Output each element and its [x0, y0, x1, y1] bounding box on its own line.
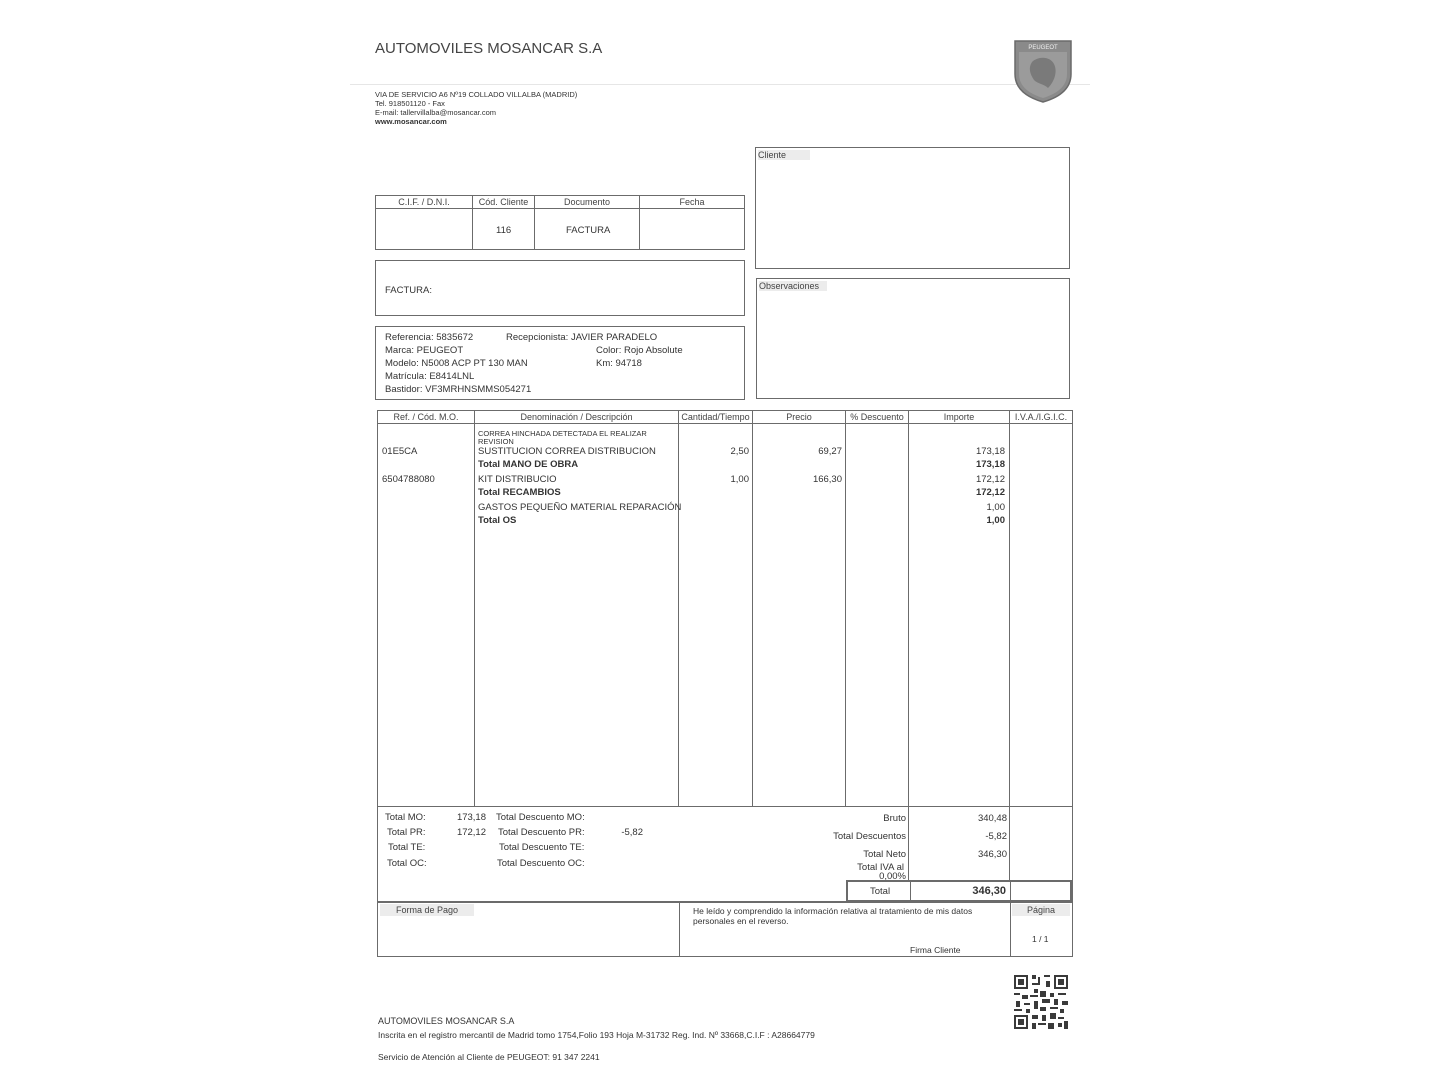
- total-iva-pct: 0,00%: [879, 871, 906, 882]
- documento-value: FACTURA: [566, 225, 611, 236]
- vehicle-recepcionista: Recepcionista: JAVIER PARADELO: [506, 332, 658, 343]
- row1-qty: 2,50: [730, 446, 749, 457]
- vehicle-box: [375, 326, 745, 400]
- payment-box: [377, 901, 1073, 957]
- total-dpr-label: Total Descuento PR:: [498, 827, 585, 838]
- doc-header-table: [375, 195, 745, 250]
- forma-pago-label: Forma de Pago: [380, 904, 474, 916]
- col-cif: C.I.F. / D.N.I.: [376, 196, 473, 208]
- col-fecha: Fecha: [679, 197, 705, 207]
- bruto-value: 340,48: [977, 813, 1007, 824]
- pagina-value: 1 / 1: [1032, 934, 1049, 944]
- vehicle-km: Km: 94718: [596, 358, 642, 369]
- total-oc-label: Total OC:: [387, 858, 427, 869]
- total-rec-amount: 172,12: [975, 487, 1005, 498]
- total-te-label: Total TE:: [388, 842, 426, 853]
- vehicle-bastidor: Bastidor: VF3MRHNSMMS054271: [385, 384, 532, 395]
- footer-company: AUTOMOVILES MOSANCAR S.A: [378, 1016, 515, 1026]
- vehicle-modelo: Modelo: N5008 ACP PT 130 MAN: [385, 358, 528, 369]
- row1-desc: SUSTITUCION CORREA DISTRIBUCION: [478, 446, 656, 457]
- privacy-text: He leído y comprendido la información relativa al tratamiento de mis datos personales en el reverso.: [693, 906, 973, 926]
- row2-ref: 6504788080: [382, 474, 435, 485]
- footer-registry: Inscrita en el registro mercantil de Madrid tomo 1754,Folio 193 Hoja M-31732 Reg. Ind. Nº 33668,C.I.F : A28664779: [378, 1030, 815, 1040]
- col-discount: % Descuento: [846, 411, 909, 423]
- total-mo-amount: 173,18: [975, 459, 1005, 470]
- total-mo-desc: Total MANO DE OBRA: [478, 459, 579, 470]
- factura-label: FACTURA:: [385, 285, 432, 296]
- lines-table: [377, 410, 1073, 902]
- row2-price: 166,30: [812, 474, 842, 485]
- grand-total-box: [846, 880, 1072, 902]
- total-pr-value: 172,12: [456, 827, 486, 838]
- total-mo-value: 173,18: [456, 812, 486, 823]
- cod-cliente-value: 116: [496, 225, 512, 236]
- total-descuentos-label: Total Descuentos: [833, 831, 906, 842]
- company-phone: Tel. 918501120 - Fax: [375, 99, 445, 108]
- total-pr-label: Total PR:: [387, 827, 426, 838]
- row2-desc: KIT DISTRIBUCIO: [478, 474, 557, 485]
- total-doc-label: Total Descuento OC:: [497, 858, 585, 869]
- total-os-amount: 1,00: [986, 515, 1005, 526]
- company-address: VIA DE SERVICIO A6 Nº19 COLLADO VILLALBA (MADRID): [375, 90, 578, 99]
- total-descuentos-value: -5,82: [985, 831, 1007, 842]
- total-dte-label: Total Descuento TE:: [499, 842, 585, 853]
- total-mo-label: Total MO:: [385, 812, 426, 823]
- row1-ref: 01E5CA: [382, 446, 418, 457]
- row3-amount: 1,00: [986, 502, 1005, 513]
- vehicle-matricula: Matrícula: E8414LNL: [385, 371, 475, 382]
- total-dmo-label: Total Descuento MO:: [496, 812, 585, 823]
- total-os-desc: Total OS: [478, 515, 517, 526]
- firma-cliente-label: Firma Cliente: [910, 945, 961, 955]
- grand-total-label: Total: [870, 886, 891, 897]
- observaciones-label: Observaciones: [759, 281, 827, 291]
- total-dpr-value: -5,82: [621, 827, 643, 838]
- header-rule: [350, 84, 1090, 85]
- company-name: AUTOMOVILES MOSANCAR S.A: [375, 40, 603, 57]
- company-email: E-mail: tallervillalba@mosancar.com: [375, 108, 496, 117]
- peugeot-logo-icon: [1012, 38, 1074, 104]
- col-documento: Documento: [535, 196, 640, 208]
- total-rec-desc: Total RECAMBIOS: [478, 487, 561, 498]
- col-vat: I.V.A./I.G.I.C.: [1014, 412, 1068, 422]
- col-cod-cliente: Cód. Cliente: [473, 196, 535, 208]
- col-ref: Ref. / Cód. M.O.: [378, 411, 475, 423]
- factura-box: [375, 260, 745, 316]
- col-amount: Importe: [909, 411, 1010, 423]
- observaciones-box: [756, 278, 1070, 399]
- total-neto-value: 346,30: [977, 849, 1007, 860]
- footer-service: Servicio de Atención al Cliente de PEUGEOT: 91 347 2241: [378, 1052, 600, 1062]
- row1-price: 69,27: [818, 446, 842, 457]
- vehicle-referencia: Referencia: 5835672: [385, 332, 474, 343]
- qr-code-icon: [1014, 975, 1068, 1029]
- bruto-label: Bruto: [883, 813, 906, 824]
- grand-total-value: 346,30: [972, 885, 1006, 897]
- vehicle-color: Color: Rojo Absolute: [596, 345, 683, 356]
- row2-amount: 172,12: [975, 474, 1005, 485]
- col-qty: Cantidad/Tiempo: [679, 411, 753, 423]
- pagina-label: Página: [1012, 904, 1070, 916]
- col-price: Precio: [753, 411, 846, 423]
- company-web: www.mosancar.com: [375, 117, 447, 126]
- row2-qty: 1,00: [730, 474, 749, 485]
- row3-desc: GASTOS PEQUEÑO MATERIAL REPARACIÓN: [478, 502, 682, 513]
- col-desc: Denominación / Descripción: [475, 411, 679, 423]
- row1-amount: 173,18: [975, 446, 1005, 457]
- cliente-box: [755, 147, 1070, 269]
- total-iva-label: Total IVA al: [857, 862, 904, 873]
- total-neto-label: Total Neto: [863, 849, 906, 860]
- cliente-label: Cliente: [758, 150, 810, 160]
- line-note: CORREA HINCHADA DETECTADA EL REALIZAR REVISION: [478, 429, 647, 446]
- logo-text: PEUGEOT: [1028, 45, 1058, 51]
- vehicle-marca: Marca: PEUGEOT: [385, 345, 464, 356]
